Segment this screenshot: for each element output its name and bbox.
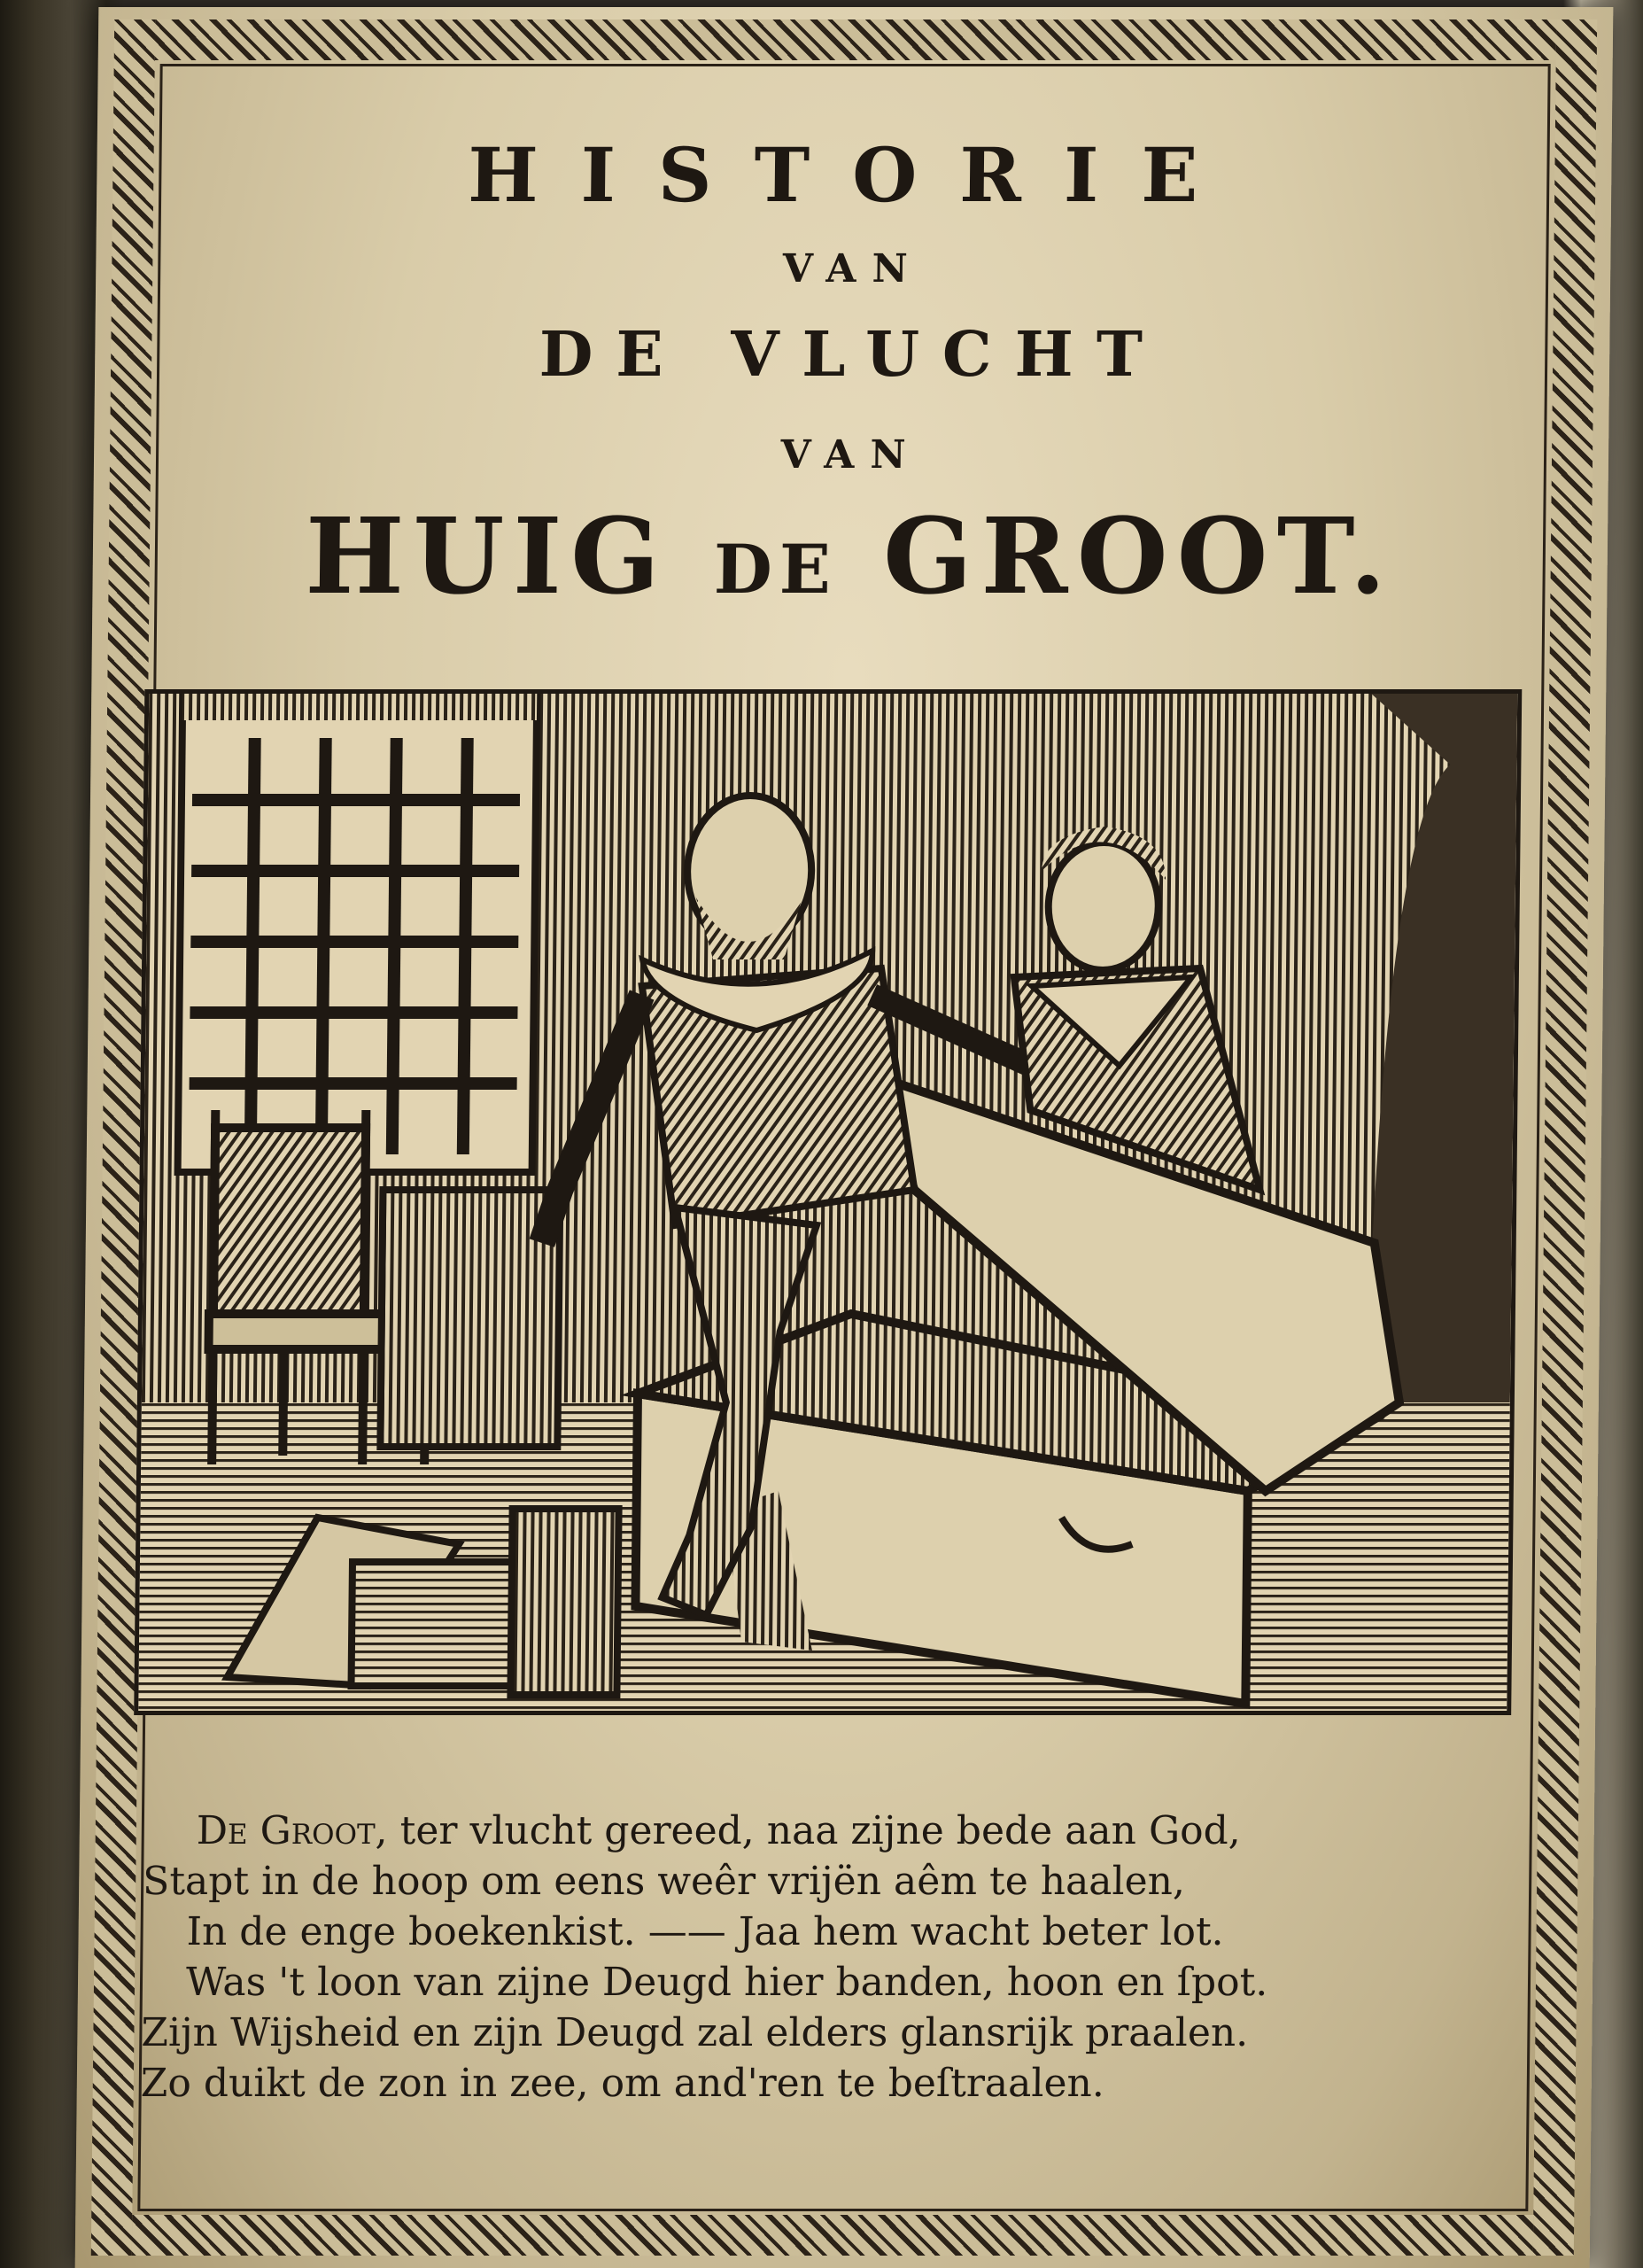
verse-block [141, 1806, 1491, 2109]
verse-line-1 [143, 1806, 1491, 1856]
title-van-2: VAN [780, 432, 922, 478]
verse-line-5: Zijn Wijsheid en zijn Deugd zal elders glansrijk praalen. [141, 2010, 1249, 2055]
title-van-1: VAN [782, 246, 925, 291]
title-groot: GROOT. [882, 494, 1396, 617]
woodcut-illustration [134, 689, 1522, 1715]
verse-line-2: Stapt in de hoop om eens weêr vrijën aêm te haalen, [142, 1859, 1186, 1904]
verse-line-1-text: , ter vlucht gereed, naa zijne bede aan God, [375, 1808, 1242, 1853]
title-historie: HISTORIE [467, 131, 1241, 219]
verse-line-1-lead: De Groot [196, 1808, 376, 1853]
title-huig: HUIG [304, 494, 670, 617]
woodcut-scene-svg [138, 694, 1517, 1711]
title-huig-de-groot [92, 494, 1608, 617]
title-de-vlucht: DE VLUCHT [539, 317, 1166, 391]
verse-line-6: Zo duikt de zon in zee, om and'ren te beſtraalen. [140, 2061, 1105, 2106]
verse-line-3: In de enge boekenkist. —— Jaa hem wacht beter lot. [186, 1909, 1224, 1954]
poster-sheet [75, 7, 1614, 2268]
verse-line-4: Was 't loon van zijne Deugd hier banden, hoon en ſpot. [185, 1960, 1268, 2005]
title-de: DE [713, 530, 839, 609]
